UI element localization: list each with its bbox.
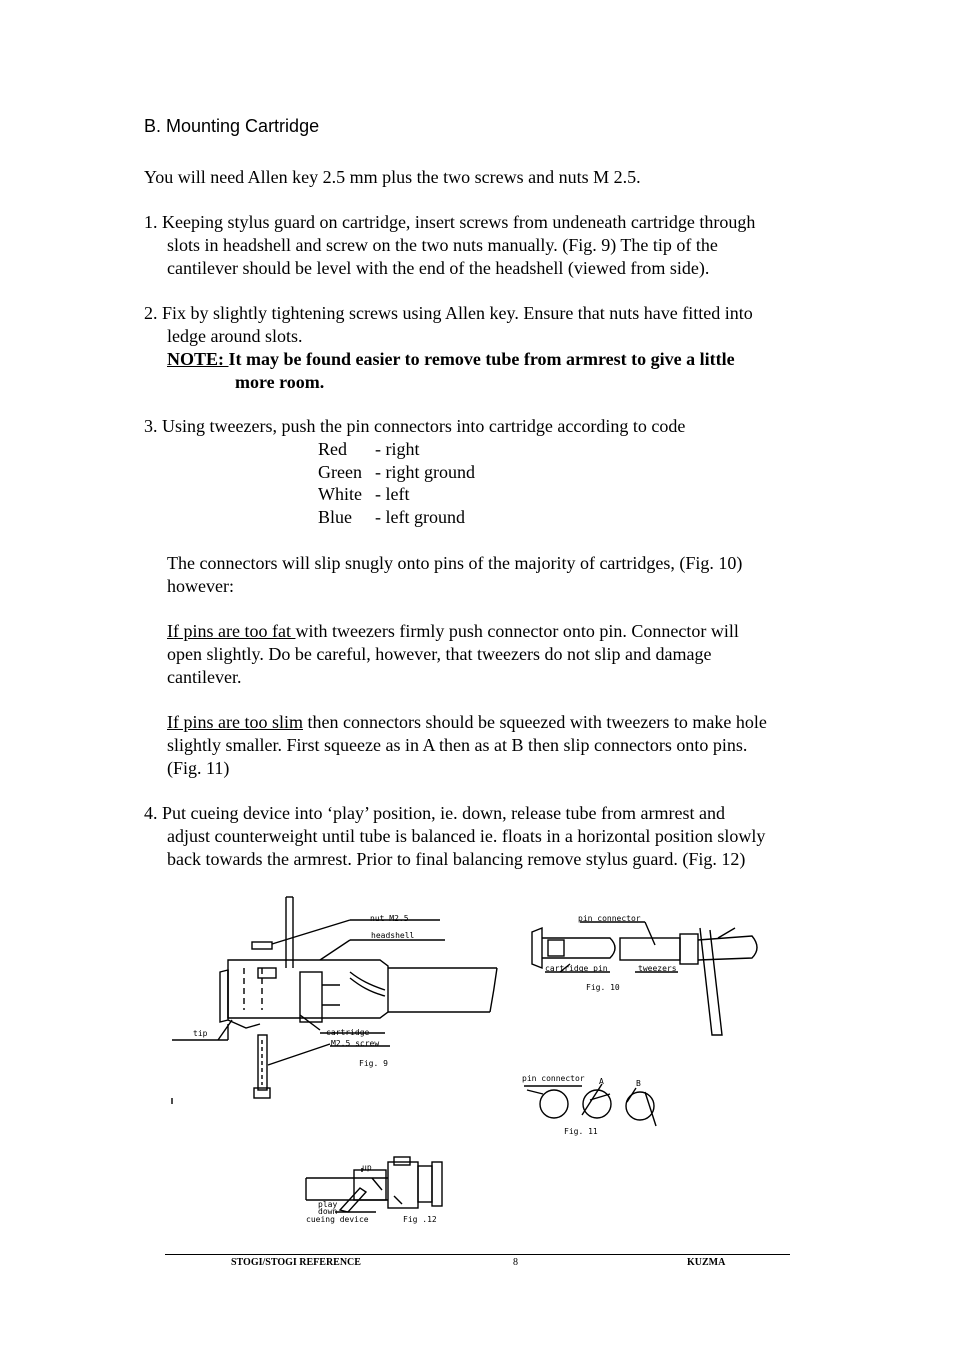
fig11-label-pin-connector: pin connector bbox=[522, 1074, 585, 1083]
step4-line2: adjust counterweight until tube is balanced ie. floats in a horizontal position slowly bbox=[167, 826, 766, 846]
connectors-para-line1: The connectors will slip snugly onto pins of the majority of cartridges, (Fig. 10) bbox=[167, 553, 743, 573]
footer-title: STOGI/STOGI REFERENCE bbox=[231, 1257, 361, 1268]
fig12-caption: Fig .12 bbox=[403, 1215, 437, 1224]
fig9-label-nut: nut M2.5 bbox=[370, 914, 409, 923]
fig9-label-cartridge: cartridge bbox=[326, 1028, 370, 1037]
step4-line3: back towards the armrest. Prior to final balancing remove stylus guard. (Fig. 12) bbox=[167, 849, 746, 869]
footer-brand: KUZMA bbox=[687, 1257, 726, 1268]
fat-pins-line3: cantilever. bbox=[167, 667, 242, 687]
fig11-drawing bbox=[172, 1084, 656, 1126]
step2-line1: 2. Fix by slightly tightening screws using Allen key. Ensure that nuts have fitted into bbox=[144, 303, 753, 323]
code-color: Blue bbox=[318, 507, 352, 527]
fig11-label-b: B bbox=[636, 1079, 641, 1088]
section-title: B. Mounting Cartridge bbox=[144, 116, 320, 136]
code-meaning: - right ground bbox=[375, 462, 475, 482]
fig11-caption: Fig. 11 bbox=[564, 1127, 598, 1136]
footer-rule bbox=[165, 1254, 790, 1255]
fig9-label-screw: M2.5 screw bbox=[331, 1039, 380, 1048]
fig12-label-up: up bbox=[362, 1163, 372, 1172]
code-meaning: - left bbox=[375, 484, 410, 504]
code-meaning: - left ground bbox=[375, 507, 465, 527]
code-color: White bbox=[318, 484, 362, 504]
fig10-caption: Fig. 10 bbox=[586, 983, 620, 992]
fig12-label-play: play bbox=[318, 1200, 338, 1209]
note-label: NOTE: bbox=[167, 349, 229, 369]
step1-line3: cantilever should be level with the end of the headshell (viewed from side). bbox=[167, 258, 710, 278]
fig9-label-tip: tip bbox=[193, 1029, 208, 1038]
step1-line1: 1. Keeping stylus guard on cartridge, insert screws from undeneath cartridge through bbox=[144, 212, 756, 232]
fig11-label-a: A bbox=[599, 1077, 604, 1086]
fig12-label-down: down bbox=[318, 1207, 338, 1216]
fig9-drawing bbox=[172, 897, 497, 1098]
note-text: It may be found easier to remove tube from armrest to give a little bbox=[228, 349, 735, 369]
fat-pins-line2: open slightly. Do be careful, however, that tweezers do not slip and damage bbox=[167, 644, 712, 664]
code-color: Red bbox=[318, 439, 347, 459]
code-color: Green bbox=[318, 462, 362, 482]
step1-line2: slots in headshell and screw on the two nuts manually. (Fig. 9) The tip of the bbox=[167, 235, 718, 255]
fig10-label-tweezers: tweezers bbox=[638, 964, 677, 973]
code-meaning: - right bbox=[375, 439, 420, 459]
slim-pins-text: then connectors should be squeezed with tweezers to make hole bbox=[302, 712, 767, 732]
fig10-label-cartridge-pin: cartridge pin bbox=[545, 964, 608, 973]
fig9-caption: Fig. 9 bbox=[359, 1059, 388, 1068]
slim-pins-line3: (Fig. 11) bbox=[167, 758, 230, 778]
intro-text: You will need Allen key 2.5 mm plus the two screws and nuts M 2.5. bbox=[144, 167, 641, 187]
step2-line2: ledge around slots. bbox=[167, 326, 303, 346]
fat-pins-label: If pins are too fat bbox=[167, 621, 296, 641]
fig10-label-pin-connector: pin connector bbox=[578, 914, 641, 923]
step2-note-line2: more room. bbox=[235, 372, 325, 392]
step4-line1: 4. Put cueing device into ‘play’ position, ie. down, release tube from armrest and bbox=[144, 803, 726, 823]
fig12-label-cueing-device: cueing device bbox=[306, 1215, 369, 1224]
slim-pins-label: If pins are too slim bbox=[167, 712, 303, 732]
fig9-label-headshell: headshell bbox=[371, 931, 415, 940]
slim-pins-line2: slightly smaller. First squeeze as in A then as at B then slip connectors onto pins. bbox=[167, 735, 748, 755]
fig10-drawing bbox=[532, 922, 757, 1035]
footer-page-number: 8 bbox=[513, 1257, 518, 1268]
step3-line1: 3. Using tweezers, push the pin connectors into cartridge according to code bbox=[144, 416, 686, 436]
connectors-para-line2: however: bbox=[167, 576, 234, 596]
fat-pins-text: with tweezers firmly push connector onto pin. Connector will bbox=[295, 621, 739, 641]
